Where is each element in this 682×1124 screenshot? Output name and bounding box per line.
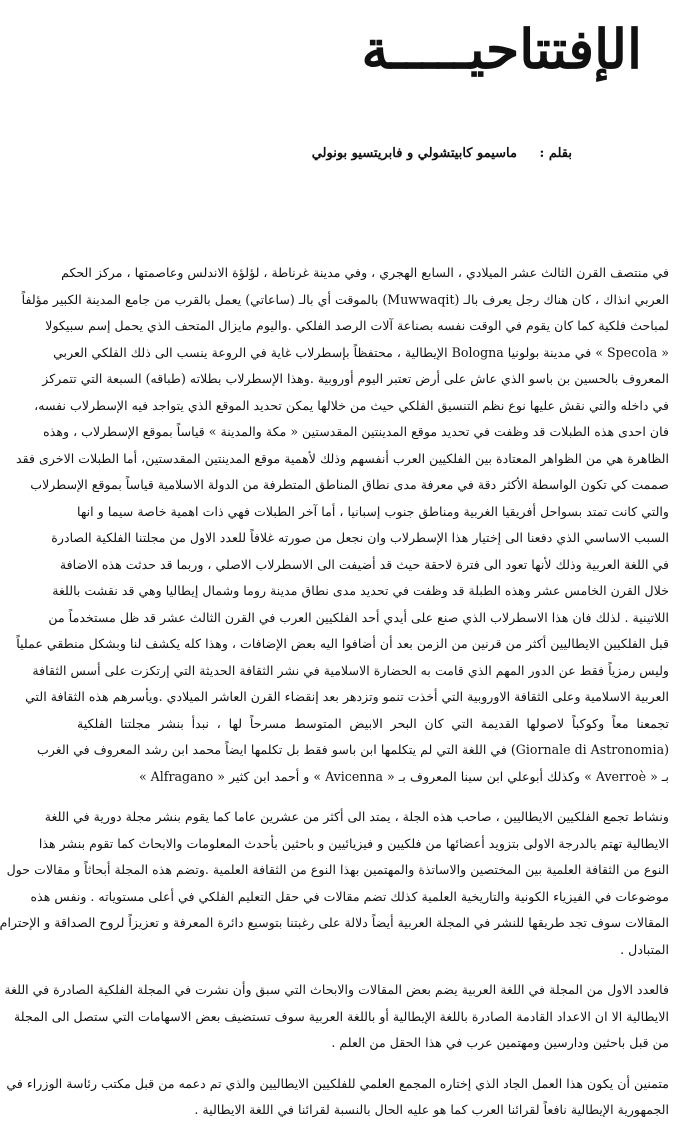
text-line: المتبادل .	[620, 941, 669, 957]
text-line: النوع من الثقافة العلمية بين المختصين والاساتذة والمهتمين بهذا النوع من الثقافة العلمية .وتضم هذه المجلة أبحاثاً و مقالات حول	[6, 862, 669, 877]
text-line: العربية الاسلامية وعلى الثقافة الاوروبية التي أخذت تنمو وتزدهر بعد إنقضاء القرن العاشر الميلادي .ويأسرهم هذه الثقافة التي	[25, 689, 669, 704]
page-title: الإفتتاحيـــــة	[361, 17, 642, 81]
text-line: صممت كي تكون الواسطة الأكثر دقة في معرفة مدى نطاق المناطق المتطرفة من الدولة الاسلامية قياساً بموقع الإسطرلاب	[30, 477, 669, 492]
paragraph	[0, 804, 669, 963]
byline-authors: ماسيمو كابيتشولي و فابريتسيو بونولي	[311, 146, 517, 161]
paragraph	[4, 977, 669, 1057]
text-line: في داخله والتي نقش عليها نوع نظم التنسيق الفلكي حيث من خلالها يمكن تحديد الموقع الذي يتواجد فيه الإسطرلاب نفسه،	[34, 397, 669, 413]
paragraph-gap	[77, 1057, 669, 1071]
text-line: من قبل باحثين ودارسين ومهتمين عرب في هذا الحقل من العلم .	[331, 1035, 669, 1050]
text-line: فان احدى هذه الطبلات قد وظفت في تحديد موقع المدينتين المقدستين « مكة والمدينة » قياساً بموقع الإسطرلاب ، وهذه	[43, 424, 669, 439]
text-line: « Specola » في مدينة بولونيا Bologna الإيطالية ، محتفظاً بإسطرلاب غاية في الروعة ينسب الى ذلك الفلكي العربي	[53, 344, 669, 360]
text-line: تجمعنا معاً وكوكباً لاصولها القديمة التي كان البحر الابيض المتوسط مسرحاً لها ، نبدأ بنشر مجلتنا الفلكية	[77, 715, 669, 731]
paragraph	[15, 260, 669, 790]
byline	[312, 146, 572, 161]
text-line: لمباحث فلكية كما كان يقوم في الوقت نفسه بصناعة آلات الرصد الفلكي .واليوم مايزال المتحف الذي يحمل إسم سبيكولا	[45, 318, 669, 333]
text-line: خلال القرن الخامس عشر وهذه الطبلة قد وظفت في تحديد مدى نطاق مدينة روما وشمال إيطاليا وهي قد نقشت باللغة	[52, 583, 669, 598]
text-line: في منتصف القرن الثالث عشر الميلادي ، السابع الهجري ، وفي مدينة غرناطة ، لؤلؤة الاندلس وعاصمتها ، مركز الحكم	[61, 265, 669, 280]
text-line: اللاتينية . لذلك فان هذا الاسطرلاب الذي صنع على أيدي أحد الفلكيين العرب في القرن الثالث عشر قد ظل مستخدماً من	[48, 609, 669, 625]
text-line: ونشاط تجمع الفلكيين الايطاليين ، صاحب هذه الجلة ، يمتد الى أكثر من عشرين عاما كما يقوم بنشر مجلة دورية في اللغة	[44, 809, 669, 824]
text-line: الجمهورية الإيطالية نافعاً لقرائنا العرب كما هو عليه الحال بالنسبة لقرائنا في اللغة الايطالية .	[194, 1102, 669, 1117]
text-line: متمنين أن يكون هذا العمل الجاد الذي إختاره المجمع العلمي للفلكيين الايطاليين والذي تم دعمه من قبل مكتب رئاسة الوزراء في	[6, 1075, 669, 1091]
text-line: موضوعات في الفيزياء الكونية والتاريخية العلمية كذلك تضم مقالات في حقل التعليم الفلكي في أعلى مستوياته . ونفس هذه	[30, 888, 669, 904]
paragraph-gap	[77, 790, 669, 804]
article-body	[0, 260, 669, 1124]
text-line: الايطالية الا ان الاعداد القادمة الصادرة باللغة الإيطالية أو باللغة العربية سوف تستضيف بعض الاسهامات التي ستصل الى المجلة	[14, 1008, 669, 1024]
text-line: بـ « Averroè » وكذلك أبوعلي ابن سينا المعروف بـ « Avicenna » و أحمد ابن كثير « Alfragano »	[138, 768, 669, 784]
text-line: (Giornale di Astronomia) في اللغة التي لم يتكلمها ابن باسو فقط بل تكلمها ايضاً محمد ابن رشد المعروف في الغرب	[36, 742, 669, 757]
text-line: المعروف بالحسين بن باسو الذي عاش على أرض تعتبر اليوم أوروبية .وهذا الإسطرلاب بطلاته (طباقه) السبعة التي تتمركز	[42, 371, 669, 386]
paragraph-gap	[77, 963, 669, 977]
text-line: وليس رمزياً فقط عن الدور المهم الذي قامت به الحضارة الاسلامية في نشر الثقافة الحديثة التي إرتكزت على أسس الثقافة	[32, 662, 669, 678]
text-line: فالعدد الاول من المجلة في اللغة العربية يضم بعض المقالات والابحاث التي سبق وأن نشرت في المجلة الفلكية الصادرة في اللغة	[4, 982, 669, 997]
text-line: المقالات سوف تجد طريقها للنشر في المجلة العربية أيضاً دلالة على رغبتنا بتوسيع دائرة المعرفة و تعزيزاً لروح الصداقة و الإحترام	[0, 915, 669, 930]
text-line: والتي كانت تمتد بسواحل أفريقيا الغربية ومناطق جنوب إسبانيا ، أما آخر الطبلات فهي ذات اهمية خاصة سيما و انها	[77, 503, 669, 519]
text-line: السبب الاساسي الذي دفعنا الى إختيار هذا الإسطرلاب وان نجعل من صورته غلافاً للعدد الاول من مجلتنا الفلكية الصادرة	[51, 530, 669, 545]
text-line: قبل الفلكيين الايطاليين أكثر من قرنين من الزمن بعد أن أضافوا اليه بعض الإضافات ، وهذا كله يكشف لنا وبشكل منطقي عملياً	[16, 636, 669, 651]
byline-label: بقلم :	[539, 146, 572, 161]
text-line: الظاهرة هي من الظواهر المعتادة بين الفلكيين العرب أنفسهم وذلك لأهمية موقع المدينتين المقدستين، أما الطبلات الاخرى فقد	[15, 450, 669, 466]
text-line: الايطالية تهتم بالدرجة الاولى بتزويد أعضائها من فلكيين و فيزيائيين و باحثين بأحدث المعلومات والابحاث كما تقوم بنشر هذا	[38, 835, 669, 851]
paragraph	[6, 1071, 669, 1124]
text-line: في اللغة العربية وذلك لأنها تعود الى فترة لاحقة حيث قد أضيفت الى الاسطرلاب الاصلي ، وربما قد حدثت هذه الاضافة	[59, 556, 669, 572]
text-line: العربي انذاك ، كان هناك رجل يعرف بالـ (Muwwaqit) بالموقت أي بالـ (ساعاتي) يعمل بالقرب من جامع المدينة الكبير مؤلفاً	[21, 291, 669, 307]
